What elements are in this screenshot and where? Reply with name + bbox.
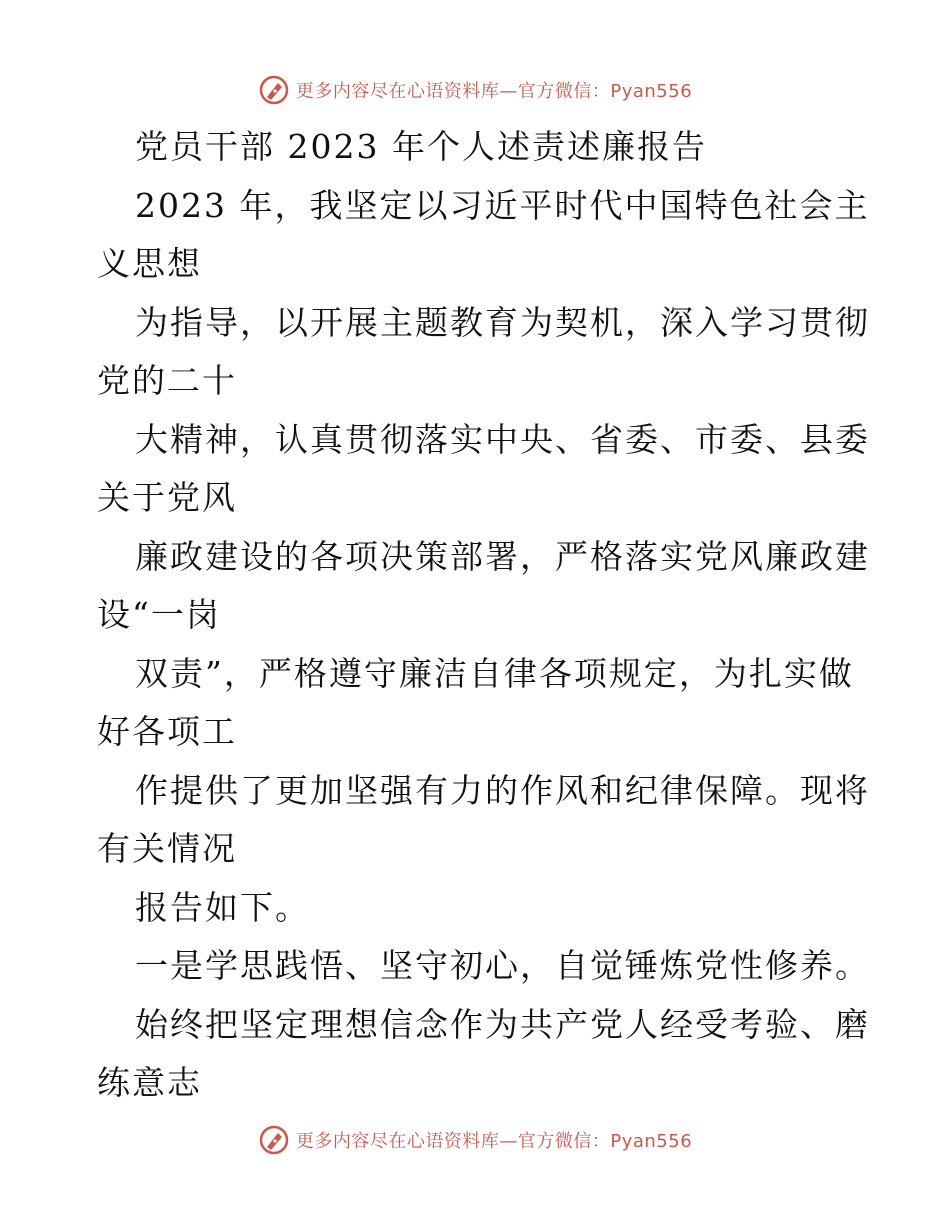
paragraph-line: 练意志 — [97, 1063, 202, 1102]
pen-nib-circle-icon — [258, 74, 290, 106]
paragraph-line: 一是学思践悟、坚守初心，自觉锤炼党性修养。 — [135, 946, 870, 985]
paragraph-line: 大精神，认真贯彻落实中央、省委、市委、县委 — [135, 419, 870, 459]
paragraph-line: 为指导，以开展主题教育为契机，深入学习贯彻 — [135, 302, 870, 342]
paragraph-line: 始终把坚定理想信念作为共产党人经受考验、磨 — [135, 1004, 870, 1044]
paragraph-line: 关于党风 — [97, 478, 237, 517]
paragraph-line: 2023 年，我坚定以习近平时代中国特色社会主 — [135, 185, 870, 225]
footer-watermark — [0, 1120, 950, 1160]
paragraph-line: 好各项工 — [97, 712, 237, 751]
paragraph-line: 作提供了更加坚强有力的作风和纪律保障。现将 — [135, 770, 870, 810]
paragraph-line: 报告如下。 — [135, 887, 310, 927]
paragraph-line: 双责”，严格遵守廉洁自律各项规定，为扎实做 — [135, 653, 854, 693]
paragraph-line: 义思想 — [97, 244, 202, 283]
document-body — [97, 118, 870, 1113]
pen-nib-circle-icon — [258, 1124, 290, 1156]
paragraph-line: 有关情况 — [97, 829, 237, 868]
paragraph-line: 设“一岗 — [97, 595, 221, 634]
document-title: 党员干部 2023 年个人述责述廉报告 — [135, 127, 707, 166]
paragraph-line: 廉政建设的各项决策部署，严格落实党风廉政建 — [135, 536, 870, 576]
watermark-text: 更多内容尽在心语资料库—官方微信：Pyan556 — [295, 81, 693, 102]
header-watermark — [0, 70, 950, 110]
paragraph-line: 党的二十 — [97, 361, 237, 400]
watermark-text: 更多内容尽在心语资料库—官方微信：Pyan556 — [295, 1131, 693, 1152]
